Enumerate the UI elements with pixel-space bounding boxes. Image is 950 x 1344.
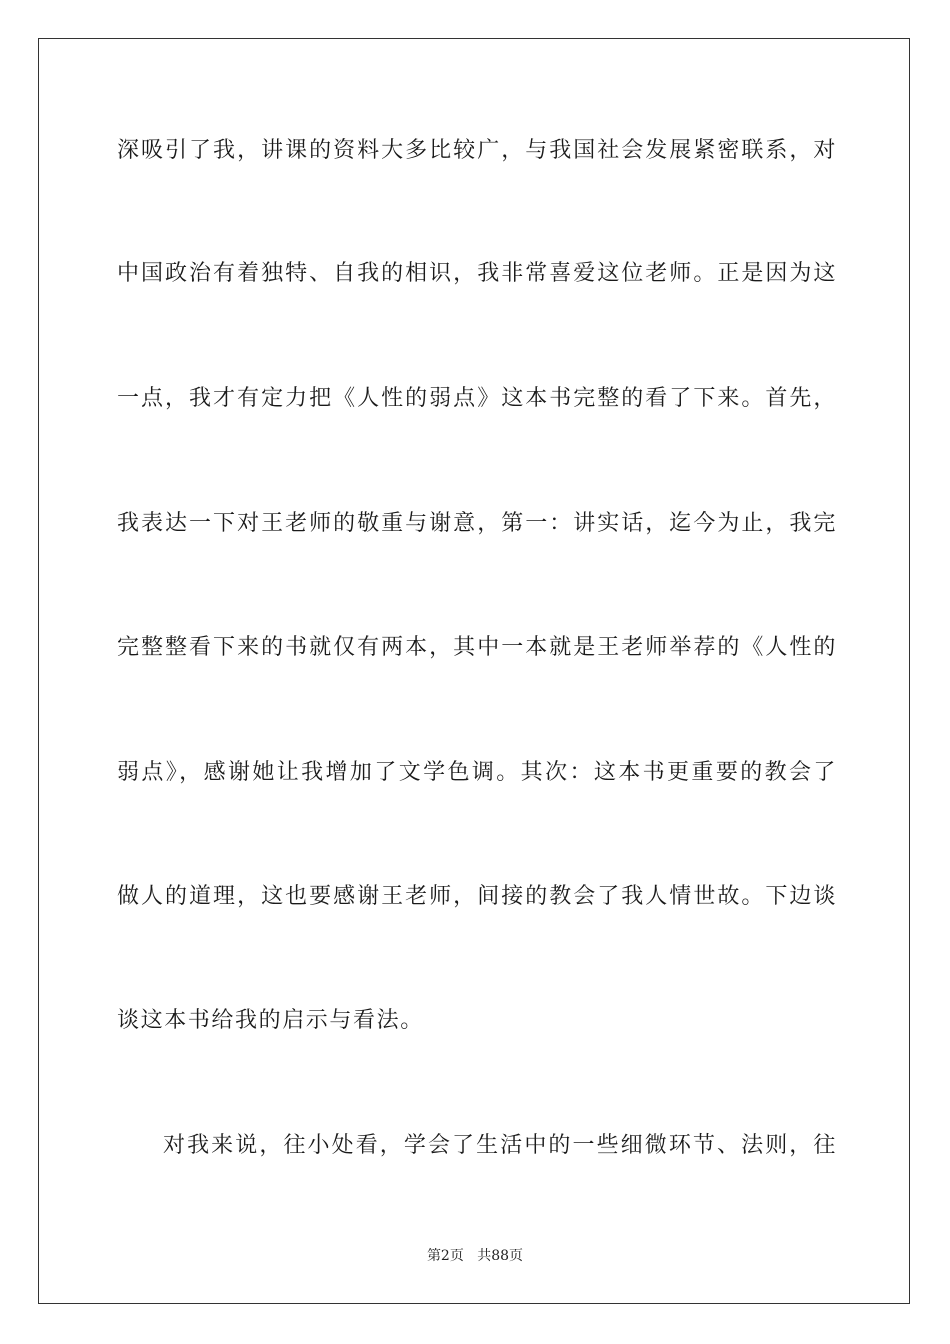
text-line-9-paragraph-start: 对我来说，往小处看，学会了生活中的一些细微环节、法则，往 bbox=[163, 1133, 837, 1158]
text-line-4: 我表达一下对王老师的敬重与谢意，第一：讲实话，迄今为止，我完 bbox=[117, 511, 837, 536]
text-line-6: 弱点》，感谢她让我增加了文学色调。其次：这本书更重要的教会了 bbox=[117, 760, 837, 785]
page-footer bbox=[0, 1247, 950, 1265]
text-line-5: 完整整看下来的书就仅有两本，其中一本就是王老师举荐的《人性的 bbox=[117, 635, 837, 660]
text-line-7: 做人的道理，这也要感谢王老师，间接的教会了我人情世故。下边谈 bbox=[117, 884, 837, 909]
text-line-1: 深吸引了我，讲课的资料大多比较广，与我国社会发展紧密联系，对 bbox=[117, 138, 837, 163]
text-line-2: 中国政治有着独特、自我的相识，我非常喜爱这位老师。正是因为这 bbox=[117, 261, 837, 286]
text-line-8: 谈这本书给我的启示与看法。 bbox=[117, 1008, 424, 1033]
total-pages: 共88页 bbox=[477, 1248, 524, 1264]
text-line-3: 一点，我才有定力把《人性的弱点》这本书完整的看了下来。首先， bbox=[117, 386, 837, 411]
page-border bbox=[38, 38, 910, 1304]
page-number: 第2页 bbox=[426, 1248, 464, 1264]
